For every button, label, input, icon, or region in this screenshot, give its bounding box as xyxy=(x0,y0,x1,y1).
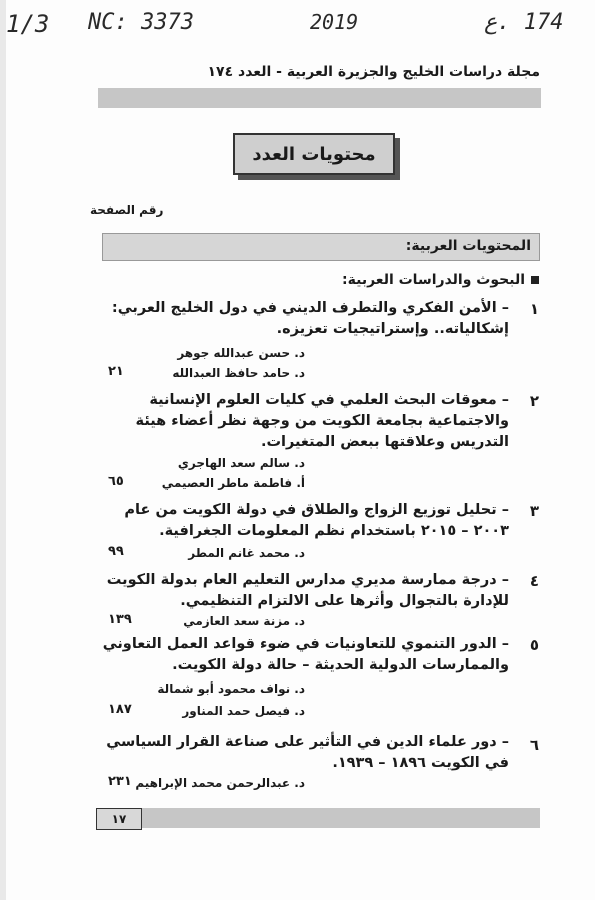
handwritten-nc-number: NC: 3373 xyxy=(88,10,194,35)
square-bullet-icon xyxy=(531,276,539,284)
entry-page-number: ٢٣١ xyxy=(108,774,132,789)
entry-title: – دور علماء الدين في التأثير على صناعة القرار السياسي في الكويت ١٨٩٦ – ١٩٣٩. xyxy=(106,734,509,771)
entry-page-number: ٢١ xyxy=(108,364,124,379)
entry-author: أ. فاطمة ماطر العصيمي xyxy=(161,476,305,490)
page-edge xyxy=(0,0,6,900)
entry-number: ٦ xyxy=(529,736,539,754)
handwritten-volume: 1/3 xyxy=(6,10,50,38)
entry-title: – معوقات البحث العلمي في كليات العلوم الإنسانية والاجتماعية بجامعة الكويت من وجهة نظر أعضاء هيئة التدريس وعلاقتها ببعض المتغيرات. xyxy=(135,392,509,450)
footer-page-number: ١٧ xyxy=(96,808,142,830)
page-number-label: رقم الصفحة xyxy=(90,203,164,217)
footer-band xyxy=(96,808,540,828)
entry-number: ٣ xyxy=(529,502,539,520)
entry-number: ٥ xyxy=(529,636,539,654)
entry-title: – درجة ممارسة مديري مدارس التعليم العام بدولة الكويت للإدارة بالتجوال وأثرها على الالتزام التنظيمي. xyxy=(106,572,509,609)
entry-page-number: ١٣٩ xyxy=(108,612,132,627)
subsection-header xyxy=(342,272,539,288)
subsection-title: البحوث والدراسات العربية: xyxy=(342,272,525,288)
entry-page-number: ٦٥ xyxy=(108,474,124,489)
entry-author: د. حامد حافظ العبدالله xyxy=(172,366,305,380)
entry-author: د. فيصل حمد المناور xyxy=(182,704,305,718)
entry-page-number: ٩٩ xyxy=(108,544,124,559)
entry-author: د. سالم سعد الهاجري xyxy=(177,456,305,470)
entry-author: د. مزنة سعد العازمي xyxy=(183,614,305,628)
entry-page-number: ١٨٧ xyxy=(108,702,132,717)
entry-number: ١ xyxy=(529,300,539,318)
entry-author: د. محمد غانم المطر xyxy=(188,546,305,560)
journal-header: مجلة دراسات الخليج والجزيرة العربية - العدد ١٧٤ xyxy=(207,64,540,80)
entry-title: – الدور التنموي للتعاونيات في ضوء قواعد العمل التعاوني والممارسات الدولية الحديثة – حالة دولة الكويت. xyxy=(102,636,509,673)
entry-title: – الأمن الفكري والتطرف الديني في دول الخليج العربي: إشكالياته.. وإستراتيجيات تعزيزه. xyxy=(111,300,509,337)
handwritten-issue-code: 174 .ع xyxy=(484,10,564,35)
section-title: المحتويات العربية: xyxy=(405,238,531,254)
entry-title: – تحليل توزيع الزواج والطلاق في دولة الكويت من عام ٢٠٠٣ – ٢٠١٥ باستخدام نظم المعلومات الجغرافية. xyxy=(124,502,509,539)
entry-author: د. عبدالرحمن محمد الإبراهيم xyxy=(135,776,305,790)
page-title: محتويات العدد xyxy=(233,133,395,175)
section-header xyxy=(102,233,540,261)
handwritten-year: 2019 xyxy=(310,10,359,34)
entry-number: ٤ xyxy=(529,572,539,590)
entry-author: د. حسن عبدالله جوهر xyxy=(177,346,305,360)
header-band xyxy=(98,88,541,108)
entry-author: د. نواف محمود أبو شمالة xyxy=(157,682,305,696)
entry-number: ٢ xyxy=(529,392,539,410)
